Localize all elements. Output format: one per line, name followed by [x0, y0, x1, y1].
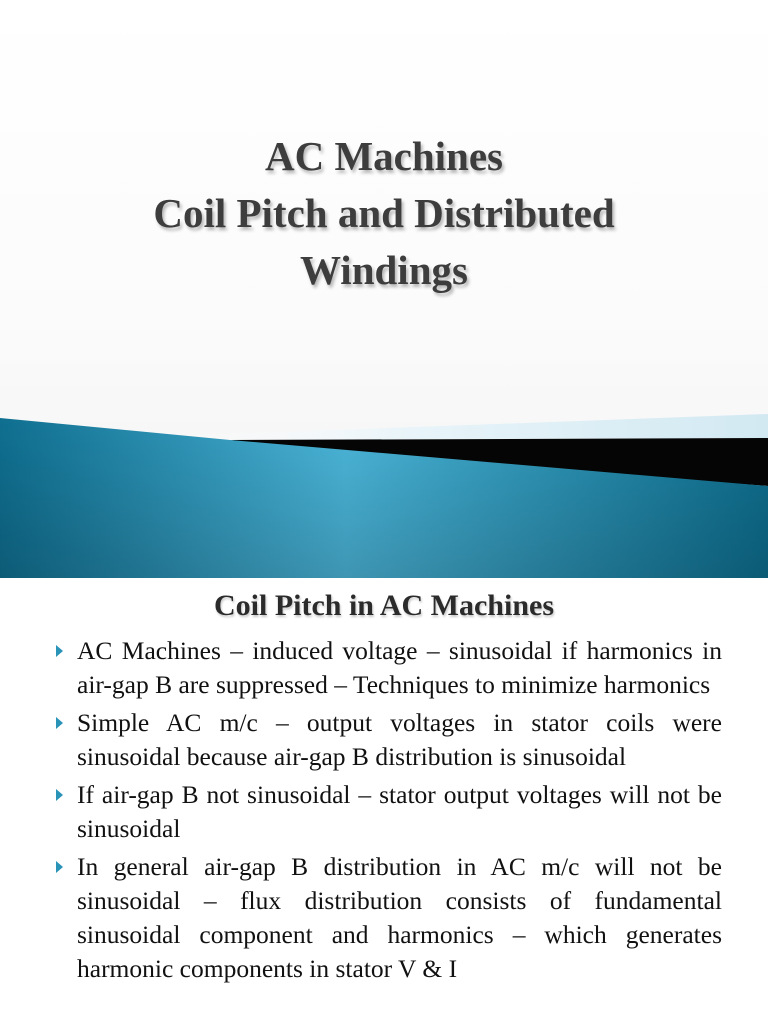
bullet-text: If air-gap B not sinusoidal – stator output voltages will not be sinusoidal — [77, 780, 722, 843]
bullet-list — [0, 634, 768, 990]
bullet-text: Simple AC m/c – output voltages in stator coils were sinusoidal because air-gap B distribution is sinusoidal — [77, 708, 722, 771]
content-slide — [0, 578, 768, 1024]
triangle-right-icon — [56, 861, 63, 873]
decorative-banner — [0, 410, 768, 578]
banner-light-band — [170, 414, 768, 440]
bullet-text: AC Machines – induced voltage – sinusoidal if harmonics in air-gap B are suppressed – Techniques to minimize harmonics — [77, 636, 722, 699]
slide-title — [0, 128, 768, 299]
triangle-right-icon — [56, 789, 63, 801]
bullet-item — [0, 850, 768, 986]
bullet-item — [0, 706, 768, 774]
title-line-2: Coil Pitch and Distributed — [153, 190, 615, 236]
slide-heading: Coil Pitch in AC Machines — [213, 589, 554, 622]
title-line-1: AC Machines — [264, 133, 503, 179]
bullet-item — [0, 634, 768, 702]
bullet-item — [0, 778, 768, 846]
triangle-right-icon — [56, 645, 63, 657]
triangle-right-icon — [56, 717, 63, 729]
bullet-text: In general air-gap B distribution in AC m/c will not be sinusoidal – flux distribution consists of fundamental sinusoidal component and harmonics – which generates harmonic components in stator V & I — [77, 852, 722, 983]
title-line-3: Windings — [300, 247, 468, 293]
